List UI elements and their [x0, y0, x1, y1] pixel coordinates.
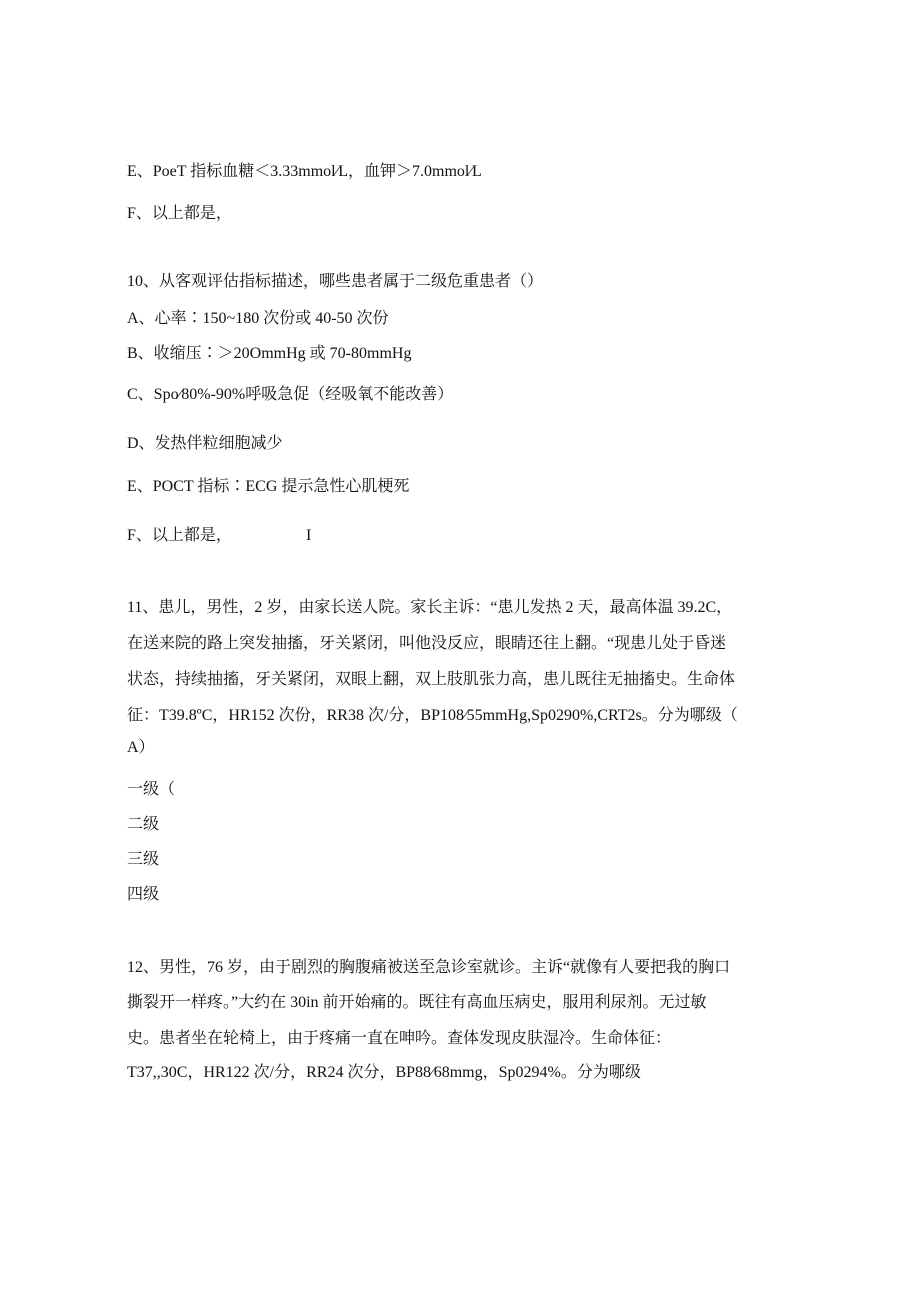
stray-cursor-mark: I: [306, 527, 312, 544]
q11-line-5: A）: [127, 739, 155, 756]
q10-option-d: D、发热伴粒细胞减少: [127, 435, 283, 452]
q11-line-4: 征：T39.8ºC，HR152 次份，RR38 次/分，BP108⁄55mmHg,Sp0290%,CRT2s。分为哪级（: [127, 707, 738, 724]
q10-option-c: C、Spo⁄80%-90%呼吸急促（经吸氧不能改善）: [127, 386, 454, 403]
q10-option-e: E、POCT 指标∶ECG 提示急性心肌梗死: [127, 478, 410, 495]
q9-option-e: E、PoeT 指标血糖＜3.33mmol⁄L，血钾＞7.0mmol⁄L: [127, 163, 482, 180]
q12-line-4: T37,,30C，HR122 次/分，RR24 次分，BP88⁄68mmg，Sp0294%。分为哪级: [127, 1064, 641, 1081]
q12-line-2: 撕裂开一样疼。”大约在 30in 前开始痛的。既往有高血压病史，服用利尿剂。无过敏: [127, 994, 707, 1011]
q11-line-3: 状态，持续抽搐，牙关紧闭，双眼上翻，双上肢肌张力高，患儿既往无抽搐史。生命体: [127, 671, 736, 688]
q11-option-2: 二级: [127, 816, 160, 833]
q11-option-3: 三级: [127, 851, 160, 868]
q12-line-1: 12、男性，76 岁，由于剧烈的胸腹痛被送至急诊室就诊。主诉“就像有人要把我的胸口: [127, 959, 731, 976]
q11-option-1: 一级（: [127, 781, 176, 798]
q12-line-3: 史。患者坐在轮椅上，由于疼痛一直在呻吟。查体发现皮肤湿冷。生命体征：: [127, 1030, 672, 1047]
q11-line-2: 在送来院的路上突发抽搐，牙关紧闭，叫他没反应，眼睛还往上翻。“现患儿处于昏迷: [127, 635, 727, 652]
q10-question: 10、从客观评估指标描述，哪些患者属于二级危重患者（）: [127, 273, 544, 290]
q10-option-b: B、收缩压∶＞20OmmHg 或 70-80mmHg: [127, 345, 412, 362]
q10-option-a: A、心率∶150~180 次份或 40-50 次份: [127, 310, 389, 327]
q9-option-f: F、以上都是，: [127, 205, 232, 222]
q11-option-4: 四级: [127, 886, 160, 903]
q10-option-f: F、以上都是，: [127, 527, 232, 544]
q11-line-1: 11、患儿，男性，2 岁，由家长送人院。家长主诉：“患儿发热 2 天，最高体温 39.2C，: [127, 599, 733, 616]
